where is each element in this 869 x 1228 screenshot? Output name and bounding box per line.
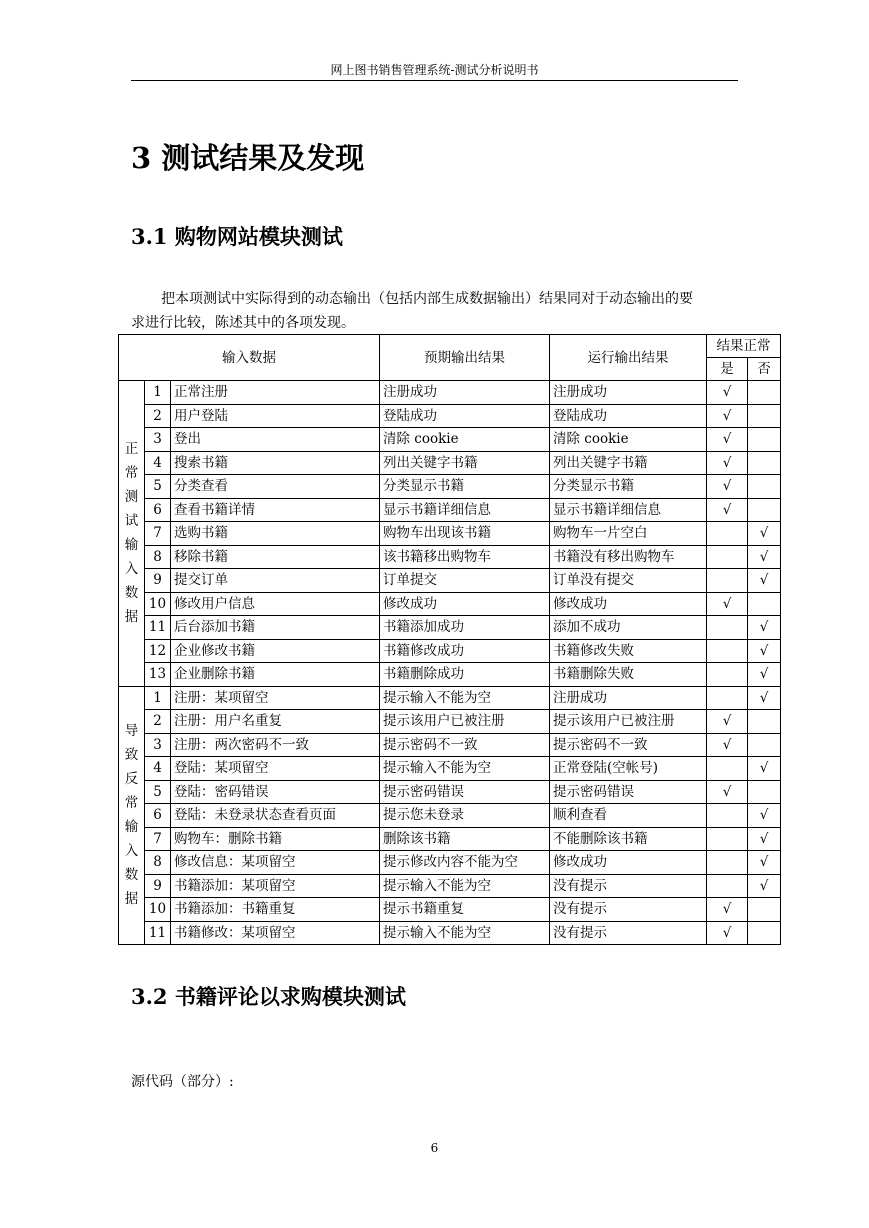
expected-cell: 登陆成功 bbox=[380, 404, 550, 428]
actual-cell: 正常登陆(空帐号) bbox=[550, 757, 707, 781]
input-cell: 修改信息：某项留空 bbox=[171, 851, 380, 875]
table-row bbox=[119, 381, 781, 405]
actual-cell: 修改成功 bbox=[550, 851, 707, 875]
yes-check-cell: √ bbox=[707, 898, 748, 922]
yes-check-cell bbox=[707, 663, 748, 687]
table-row bbox=[119, 592, 781, 616]
yes-check-cell: √ bbox=[707, 404, 748, 428]
intro-line-1: 把本项测试中实际得到的动态输出（包括内部生成数据输出）结果同对于动态输出的要 bbox=[161, 291, 693, 307]
header-result-normal: 结果正常 bbox=[707, 335, 781, 358]
yes-check-cell bbox=[707, 874, 748, 898]
yes-check-cell: √ bbox=[707, 451, 748, 475]
no-check-cell bbox=[748, 381, 781, 405]
expected-cell: 分类显示书籍 bbox=[380, 475, 550, 499]
expected-cell: 清除 cookie bbox=[380, 428, 550, 452]
yes-check-cell bbox=[707, 686, 748, 710]
input-cell: 搜索书籍 bbox=[171, 451, 380, 475]
no-check-cell: √ bbox=[748, 616, 781, 640]
input-cell: 购物车：删除书籍 bbox=[171, 827, 380, 851]
yes-check-cell bbox=[707, 545, 748, 569]
actual-cell: 购物车一片空白 bbox=[550, 522, 707, 546]
no-check-cell bbox=[748, 475, 781, 499]
no-check-cell bbox=[748, 921, 781, 945]
row-number: 2 bbox=[145, 710, 171, 734]
intro-line-2: 求进行比较，陈述其中的各项发现。 bbox=[131, 315, 355, 331]
yes-check-cell bbox=[707, 639, 748, 663]
row-number: 3 bbox=[145, 428, 171, 452]
header-no: 否 bbox=[748, 358, 781, 381]
no-check-cell bbox=[748, 780, 781, 804]
table-row bbox=[119, 569, 781, 593]
actual-cell: 添加不成功 bbox=[550, 616, 707, 640]
expected-cell: 提示密码不一致 bbox=[380, 733, 550, 757]
expected-cell: 提示输入不能为空 bbox=[380, 921, 550, 945]
no-check-cell: √ bbox=[748, 757, 781, 781]
yes-check-cell bbox=[707, 616, 748, 640]
actual-cell: 书籍修改失败 bbox=[550, 639, 707, 663]
table-row bbox=[119, 639, 781, 663]
input-cell: 修改用户信息 bbox=[171, 592, 380, 616]
yes-check-cell bbox=[707, 827, 748, 851]
row-number: 9 bbox=[145, 874, 171, 898]
no-check-cell: √ bbox=[748, 874, 781, 898]
table-row bbox=[119, 851, 781, 875]
no-check-cell bbox=[748, 451, 781, 475]
yes-check-cell bbox=[707, 522, 748, 546]
table-row bbox=[119, 545, 781, 569]
table-row bbox=[119, 451, 781, 475]
row-number: 6 bbox=[145, 804, 171, 828]
table-row bbox=[119, 498, 781, 522]
input-cell: 后台添加书籍 bbox=[171, 616, 380, 640]
yes-check-cell: √ bbox=[707, 733, 748, 757]
table-body bbox=[119, 381, 781, 945]
expected-cell: 注册成功 bbox=[380, 381, 550, 405]
running-header: 网上图书销售管理系统-测试分析说明书 bbox=[330, 63, 539, 77]
table-row bbox=[119, 827, 781, 851]
actual-cell: 注册成功 bbox=[550, 381, 707, 405]
row-number: 9 bbox=[145, 569, 171, 593]
actual-cell: 提示密码不一致 bbox=[550, 733, 707, 757]
row-number: 8 bbox=[145, 545, 171, 569]
table-row bbox=[119, 522, 781, 546]
yes-check-cell: √ bbox=[707, 498, 748, 522]
actual-cell: 提示该用户已被注册 bbox=[550, 710, 707, 734]
no-check-cell: √ bbox=[748, 522, 781, 546]
no-check-cell: √ bbox=[748, 686, 781, 710]
actual-cell: 清除 cookie bbox=[550, 428, 707, 452]
row-number: 11 bbox=[145, 616, 171, 640]
row-number: 7 bbox=[145, 522, 171, 546]
header-input-data: 输入数据 bbox=[119, 335, 380, 381]
group-label: 正常测试输入数据 bbox=[124, 441, 139, 626]
table-row bbox=[119, 898, 781, 922]
actual-cell: 顺利查看 bbox=[550, 804, 707, 828]
row-number: 5 bbox=[145, 475, 171, 499]
expected-cell: 提示您未登录 bbox=[380, 804, 550, 828]
input-cell: 企业修改书籍 bbox=[171, 639, 380, 663]
table-row bbox=[119, 710, 781, 734]
actual-cell: 列出关键字书籍 bbox=[550, 451, 707, 475]
section-title-3-1: 3.1 购物网站模块测试 bbox=[131, 224, 343, 249]
input-cell: 登陆：密码错误 bbox=[171, 780, 380, 804]
expected-cell: 提示该用户已被注册 bbox=[380, 710, 550, 734]
input-cell: 提交订单 bbox=[171, 569, 380, 593]
yes-check-cell bbox=[707, 569, 748, 593]
no-check-cell: √ bbox=[748, 827, 781, 851]
section-title-3-2: 3.2 书籍评论以求购模块测试 bbox=[131, 984, 406, 1009]
no-check-cell bbox=[748, 710, 781, 734]
yes-check-cell bbox=[707, 804, 748, 828]
actual-cell: 分类显示书籍 bbox=[550, 475, 707, 499]
row-number: 11 bbox=[145, 921, 171, 945]
expected-cell: 列出关键字书籍 bbox=[380, 451, 550, 475]
actual-cell: 不能删除该书籍 bbox=[550, 827, 707, 851]
no-check-cell: √ bbox=[748, 639, 781, 663]
table-row bbox=[119, 757, 781, 781]
yes-check-cell: √ bbox=[707, 475, 748, 499]
row-number: 8 bbox=[145, 851, 171, 875]
table-row bbox=[119, 780, 781, 804]
input-cell: 注册：某项留空 bbox=[171, 686, 380, 710]
expected-cell: 书籍添加成功 bbox=[380, 616, 550, 640]
row-number: 10 bbox=[145, 592, 171, 616]
input-cell: 企业删除书籍 bbox=[171, 663, 380, 687]
input-cell: 注册：用户名重复 bbox=[171, 710, 380, 734]
header-actual-output: 运行输出结果 bbox=[550, 335, 707, 381]
input-cell: 登陆：未登录状态查看页面 bbox=[171, 804, 380, 828]
row-number: 13 bbox=[145, 663, 171, 687]
table-row bbox=[119, 921, 781, 945]
group-label: 导致反常输入数据 bbox=[124, 723, 139, 908]
yes-check-cell: √ bbox=[707, 381, 748, 405]
row-number: 7 bbox=[145, 827, 171, 851]
expected-cell: 提示输入不能为空 bbox=[380, 874, 550, 898]
expected-cell: 书籍删除成功 bbox=[380, 663, 550, 687]
yes-check-cell bbox=[707, 851, 748, 875]
yes-check-cell: √ bbox=[707, 710, 748, 734]
input-cell: 登出 bbox=[171, 428, 380, 452]
no-check-cell: √ bbox=[748, 569, 781, 593]
actual-cell: 订单没有提交 bbox=[550, 569, 707, 593]
row-number: 2 bbox=[145, 404, 171, 428]
expected-cell: 订单提交 bbox=[380, 569, 550, 593]
actual-cell: 书籍没有移出购物车 bbox=[550, 545, 707, 569]
row-number: 10 bbox=[145, 898, 171, 922]
row-number: 1 bbox=[145, 381, 171, 405]
input-cell: 用户登陆 bbox=[171, 404, 380, 428]
yes-check-cell: √ bbox=[707, 428, 748, 452]
expected-cell: 提示密码错误 bbox=[380, 780, 550, 804]
actual-cell: 没有提示 bbox=[550, 874, 707, 898]
expected-cell: 该书籍移出购物车 bbox=[380, 545, 550, 569]
chapter-title: 3 测试结果及发现 bbox=[131, 141, 365, 175]
expected-cell: 提示输入不能为空 bbox=[380, 757, 550, 781]
no-check-cell bbox=[748, 733, 781, 757]
expected-cell: 书籍修改成功 bbox=[380, 639, 550, 663]
row-number: 4 bbox=[145, 451, 171, 475]
actual-cell: 注册成功 bbox=[550, 686, 707, 710]
row-number: 3 bbox=[145, 733, 171, 757]
table-row bbox=[119, 404, 781, 428]
yes-check-cell: √ bbox=[707, 921, 748, 945]
no-check-cell: √ bbox=[748, 663, 781, 687]
expected-cell: 提示书籍重复 bbox=[380, 898, 550, 922]
yes-check-cell: √ bbox=[707, 592, 748, 616]
actual-cell: 登陆成功 bbox=[550, 404, 707, 428]
expected-cell: 提示修改内容不能为空 bbox=[380, 851, 550, 875]
no-check-cell: √ bbox=[748, 851, 781, 875]
input-cell: 登陆：某项留空 bbox=[171, 757, 380, 781]
table-row bbox=[119, 428, 781, 452]
actual-cell: 提示密码错误 bbox=[550, 780, 707, 804]
row-number: 4 bbox=[145, 757, 171, 781]
intro-paragraph bbox=[131, 287, 751, 335]
input-cell: 查看书籍详情 bbox=[171, 498, 380, 522]
group-label-cell bbox=[119, 686, 145, 945]
yes-check-cell: √ bbox=[707, 780, 748, 804]
expected-cell: 提示输入不能为空 bbox=[380, 686, 550, 710]
row-number: 6 bbox=[145, 498, 171, 522]
table-row bbox=[119, 733, 781, 757]
actual-cell: 修改成功 bbox=[550, 592, 707, 616]
row-number: 12 bbox=[145, 639, 171, 663]
input-cell: 分类查看 bbox=[171, 475, 380, 499]
row-number: 1 bbox=[145, 686, 171, 710]
input-cell: 正常注册 bbox=[171, 381, 380, 405]
input-cell: 书籍添加：某项留空 bbox=[171, 874, 380, 898]
header-expected-output: 预期输出结果 bbox=[380, 335, 550, 381]
expected-cell: 删除该书籍 bbox=[380, 827, 550, 851]
table-row bbox=[119, 475, 781, 499]
actual-cell: 书籍删除失败 bbox=[550, 663, 707, 687]
input-cell: 注册：两次密码不一致 bbox=[171, 733, 380, 757]
no-check-cell bbox=[748, 592, 781, 616]
table-row bbox=[119, 616, 781, 640]
table-row bbox=[119, 663, 781, 687]
no-check-cell bbox=[748, 898, 781, 922]
row-number: 5 bbox=[145, 780, 171, 804]
source-code-label: 源代码（部分）: bbox=[131, 1074, 234, 1090]
input-cell: 选购书籍 bbox=[171, 522, 380, 546]
no-check-cell: √ bbox=[748, 804, 781, 828]
group-label-cell bbox=[119, 381, 145, 687]
test-results-table bbox=[118, 334, 781, 945]
expected-cell: 购物车出现该书籍 bbox=[380, 522, 550, 546]
actual-cell: 没有提示 bbox=[550, 921, 707, 945]
actual-cell: 显示书籍详细信息 bbox=[550, 498, 707, 522]
yes-check-cell bbox=[707, 757, 748, 781]
input-cell: 移除书籍 bbox=[171, 545, 380, 569]
header-yes: 是 bbox=[707, 358, 748, 381]
actual-cell: 没有提示 bbox=[550, 898, 707, 922]
input-cell: 书籍添加：书籍重复 bbox=[171, 898, 380, 922]
expected-cell: 修改成功 bbox=[380, 592, 550, 616]
table-row bbox=[119, 874, 781, 898]
no-check-cell bbox=[748, 498, 781, 522]
input-cell: 书籍修改：某项留空 bbox=[171, 921, 380, 945]
table-row bbox=[119, 686, 781, 710]
no-check-cell bbox=[748, 404, 781, 428]
header-divider bbox=[131, 80, 738, 81]
no-check-cell: √ bbox=[748, 545, 781, 569]
page-number: 6 bbox=[430, 1141, 439, 1155]
no-check-cell bbox=[748, 428, 781, 452]
table-row bbox=[119, 804, 781, 828]
expected-cell: 显示书籍详细信息 bbox=[380, 498, 550, 522]
